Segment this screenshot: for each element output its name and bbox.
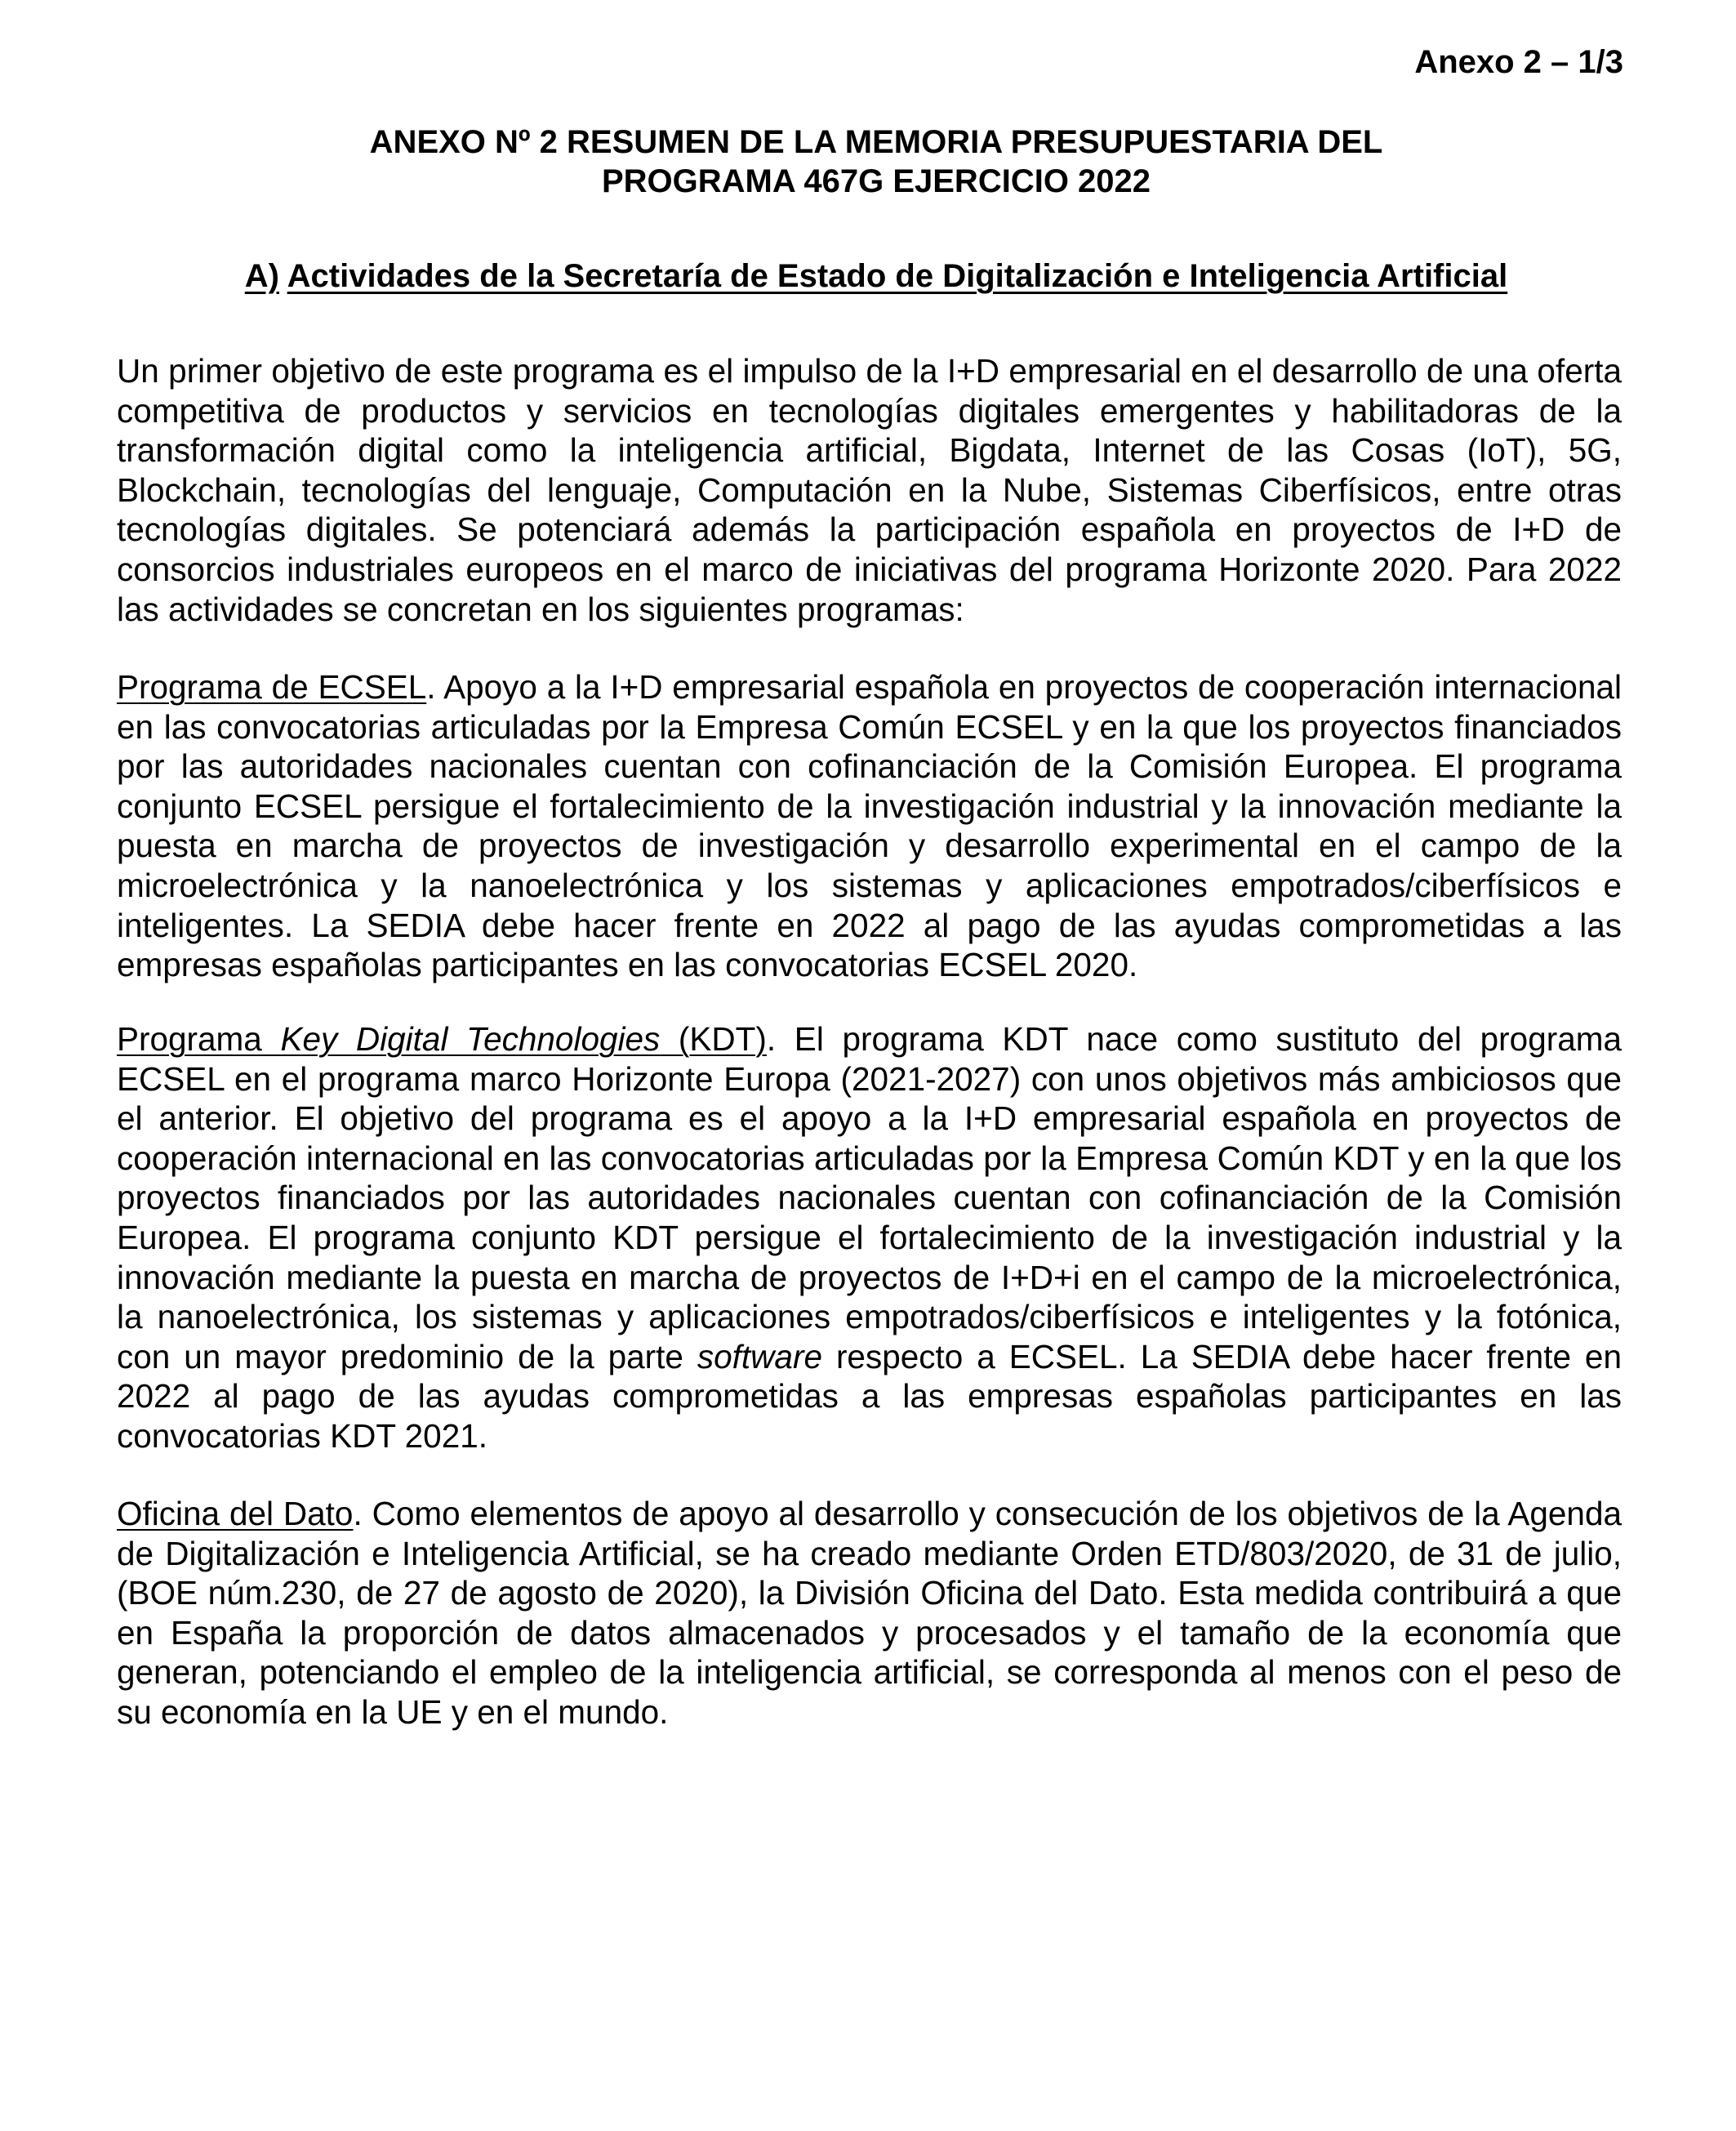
title-line-2: PROGRAMA 467G EJERCICIO 2022 xyxy=(601,163,1151,199)
ecsel-title: Programa de ECSEL xyxy=(117,668,427,706)
oficina-paragraph xyxy=(117,1494,1622,1732)
oficina-title: Oficina del Dato xyxy=(117,1495,354,1532)
document-title xyxy=(0,123,1736,201)
kdt-paragraph xyxy=(117,1019,1622,1456)
paragraph-intro xyxy=(117,351,1622,629)
oficina-text: . Como elementos de apoyo al desarrollo y consecución de los objetivos de la Agenda de Digitalización e Inteligencia Artificial, se ha creado mediante Orden ETD/803/2020, de 31 de julio, (BOE núm.230, de 27 de agosto de 2020), la División Oficina del Dato. Esta medida contribuirá a que en España la proporción de datos almacenados y procesados y el tamaño de la economía que generan, potenciando el empleo de la inteligencia artificial, se corresponda al menos con el peso de su economía en la UE y en el mundo. xyxy=(117,1495,1622,1731)
kdt-title xyxy=(117,1020,767,1058)
kdt-title-post: (KDT) xyxy=(660,1020,767,1058)
ecsel-paragraph xyxy=(117,667,1622,985)
kdt-text-2: respecto a ECSEL. La SEDIA debe hacer frente en 2022 al pago de las ayudas comprometidas a las empresas españolas participantes en las convocatorias KDT 2021. xyxy=(117,1337,1622,1455)
section-title: Actividades de la Secretaría de Estado de Digitalización e Inteligencia Artificial xyxy=(287,258,1508,294)
page-number: Anexo 2 – 1/3 xyxy=(1414,44,1623,80)
section-prefix: A) xyxy=(244,258,279,294)
paragraph-kdt xyxy=(117,1019,1622,1456)
kdt-text-1: . El programa KDT nace como sustituto del programa ECSEL en el programa marco Horizonte Europa (2021-2027) con unos objetivos más ambiciosos que el anterior. El objetivo del programa es el apoyo a la I+D empresarial española en proyectos de cooperación internacional en las convocatorias articuladas por la Empresa Común KDT y en la que los proyectos financiados por las autoridades nacionales cuentan con cofinanciación de la Comisión Europea. El programa conjunto KDT persigue el fortalecimiento de la investigación industrial y la innovación mediante la puesta en marcha de proyectos de I+D+i en el campo de la microelectrónica, la nanoelectrónica, los sistemas y aplicaciones empotrados/ciberfísicos e inteligentes y la fotónica, con un mayor predominio de la parte xyxy=(117,1020,1622,1375)
section-heading xyxy=(0,256,1736,296)
ecsel-text: . Apoyo a la I+D empresarial española en proyectos de cooperación internacional en las convocatorias articuladas por la Empresa Común ECSEL y en la que los proyectos financiados por las autoridades nacionales cuentan con cofinanciación de la Comisión Europea. El programa conjunto ECSEL persigue el fortalecimiento de la investigación industrial y la innovación mediante la puesta en marcha de proyectos de investigación y desarrollo experimental en el campo de la microelectrónica y la nanoelectrónica y los sistemas y aplicaciones empotrados/ciberfísicos e inteligentes. La SEDIA debe hacer frente en 2022 al pago de las ayudas comprometidas a las empresas españolas participantes en las convocatorias ECSEL 2020. xyxy=(117,668,1622,984)
kdt-text-italic: software xyxy=(697,1337,822,1375)
intro-text: Un primer objetivo de este programa es el impulso de la I+D empresarial en el desarrollo de una oferta competitiva de productos y servicios en tecnologías digitales emergentes y habilitadoras de la transformación digital como la inteligencia artificial, Bigdata, Internet de las Cosas (IoT), 5G, Blockchain, tecnologías del lenguaje, Computación en la Nube, Sistemas Ciberfísicos, entre otras tecnologías digitales. Se potenciará además la participación española en proyectos de I+D de consorcios industriales europeos en el marco de iniciativas del programa Horizonte 2020. Para 2022 las actividades se concretan en los siguientes programas: xyxy=(117,352,1622,628)
title-line-1: ANEXO Nº 2 RESUMEN DE LA MEMORIA PRESUPUESTARIA DEL xyxy=(369,124,1383,160)
paragraph-ecsel xyxy=(117,667,1622,985)
kdt-title-italic: Key Digital Technologies xyxy=(280,1020,661,1058)
paragraph-oficina-dato xyxy=(117,1494,1622,1732)
kdt-title-pre: Programa xyxy=(117,1020,281,1058)
